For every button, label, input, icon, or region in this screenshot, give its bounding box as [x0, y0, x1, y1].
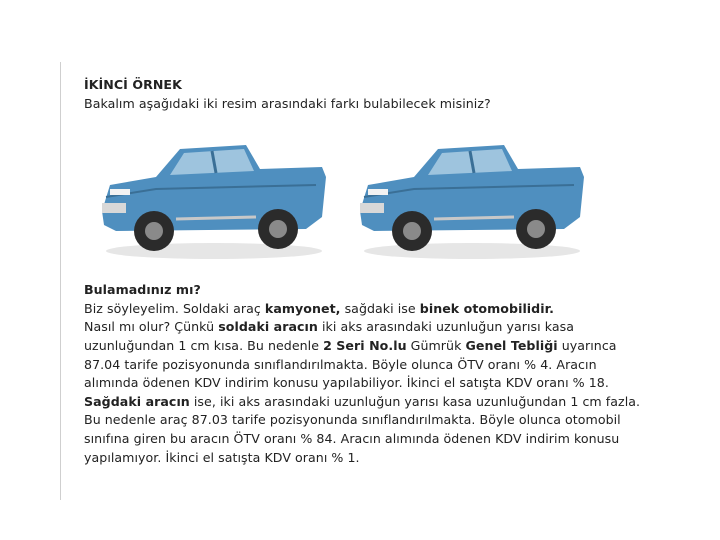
- intro-text-1: Biz söyleyelim. Soldaki araç: [84, 300, 265, 316]
- p1-bold-1: soldaki aracın: [218, 319, 318, 335]
- answer-heading: Bulamadınız mı?: [84, 282, 201, 298]
- answer-intro: [84, 300, 644, 319]
- intro-text-2: sağdaki ise: [340, 300, 420, 316]
- p1-bold-3: Genel Tebliği: [465, 337, 558, 353]
- p1-text-2: iki aks arasındaki uzunluğun yarısı kasa uzunluğundan 1 cm kısa. Bu nedenle: [84, 319, 574, 353]
- car-comparison-images: [84, 119, 644, 281]
- left-border-rule: [60, 62, 61, 500]
- right-pickup-truck-icon: [354, 119, 590, 269]
- p1-bold-2: 2 Seri No.lu: [323, 337, 407, 353]
- left-pickup-truck-icon: [96, 119, 332, 269]
- example-title: İKİNCİ ÖRNEK: [84, 77, 182, 92]
- kamyonet-bold: kamyonet,: [264, 300, 341, 316]
- left-car-explanation: [84, 318, 644, 392]
- p2-bold-1: Sağdaki aracın: [84, 393, 190, 409]
- question-text: Bakalım aşağıdaki iki resim arasındaki farkı bulabilecek misiniz?: [84, 95, 491, 111]
- article-content: [84, 76, 644, 467]
- p2-text-1: ise, iki aks arasındaki uzunluğun yarısı kasa uzunluğundan 1 cm fazla. Bu nedenle araç 87.03 tarife pozisyonunda sınıflandırılmakta. Böyle olunca otomobil sınıfına giren bu aracın ÖTV oranı % 84. Aracın alımında ödenen KDV indirim konusu yapılamıyor. İkinci el satışta KDV oranı % 1.: [84, 393, 641, 465]
- p1-text-1: Nasıl mı olur? Çünkü: [84, 319, 219, 335]
- binek-bold: binek otomobilidir.: [419, 300, 554, 316]
- p1-text-4: uyarınca 87.04 tarife pozisyonunda sınıflandırılmakta. Böyle olunca ÖTV oranı % 4. Aracın alımında ödenen KDV indirim konusu yapılabiliyor. İkinci el satışta KDV oranı % 18.: [84, 337, 617, 391]
- p1-text-3: Gümrük: [406, 337, 466, 353]
- right-car-explanation: [84, 393, 644, 467]
